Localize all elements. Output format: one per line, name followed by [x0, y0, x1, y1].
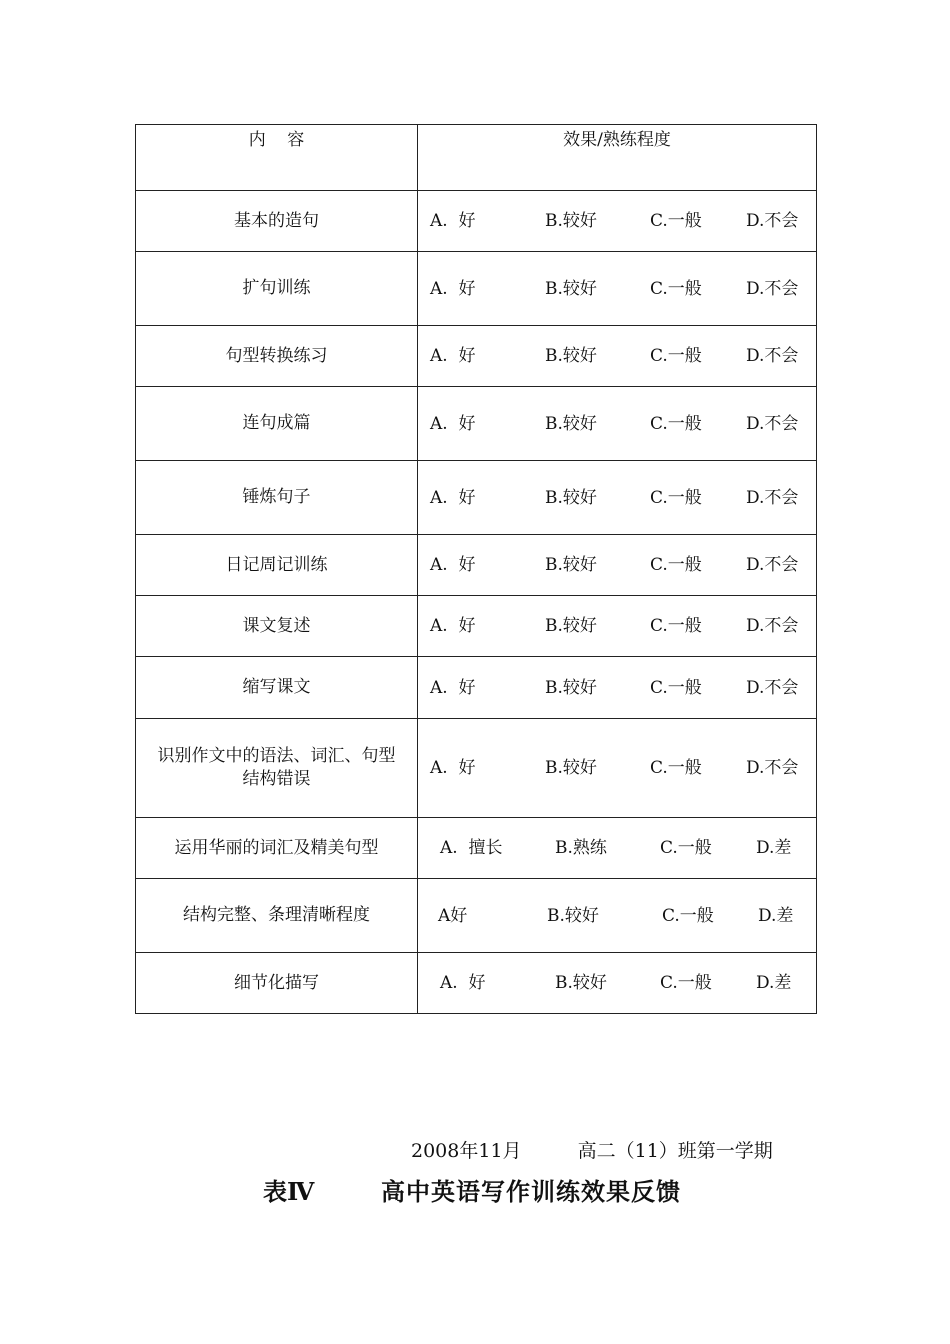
training-item-label: 锤炼句子 [242, 487, 311, 507]
feedback-table [135, 124, 817, 1014]
rating-option: D.差 [758, 905, 794, 926]
training-item-cell [136, 879, 418, 953]
table-row [136, 535, 817, 596]
rating-options-cell [418, 818, 817, 879]
training-item-cell [136, 252, 418, 326]
training-item-label: 缩写课文 [242, 677, 311, 697]
table-row [136, 953, 817, 1014]
rating-options-cell [418, 387, 817, 461]
rating-option: D.不会 [746, 555, 799, 575]
training-item-label: 日记周记训练 [225, 554, 328, 575]
training-item-label: 连句成篇 [242, 413, 311, 433]
table-row [136, 461, 817, 535]
table-row [136, 191, 817, 252]
rating-option: A. 好 [430, 677, 476, 698]
rating-option: C.一般 [660, 973, 712, 993]
training-item-cell [136, 387, 418, 461]
rating-option: B.较好 [545, 487, 597, 508]
rating-option: A. 好 [430, 555, 476, 575]
training-item-label: 结构完整、条理清晰程度 [183, 905, 370, 925]
rating-option: A. 好 [430, 346, 476, 366]
training-item-label: 句型转换练习 [225, 345, 328, 366]
rating-options-cell [418, 596, 817, 657]
rating-option: A. 擅长 [440, 838, 503, 858]
rating-option: D.不会 [746, 346, 799, 366]
rating-option: B.较好 [545, 677, 597, 698]
rating-option: A. 好 [430, 616, 476, 636]
rating-options-cell [418, 191, 817, 252]
rating-option: C.一般 [650, 487, 702, 508]
rating-option: C.一般 [660, 838, 712, 858]
training-item-cell [136, 326, 418, 387]
rating-option: B.熟练 [555, 838, 607, 858]
rating-option: C.一般 [650, 616, 702, 636]
rating-option: B.较好 [545, 278, 597, 299]
rating-option: A. 好 [430, 278, 476, 299]
table-row [136, 596, 817, 657]
rating-option: B.较好 [545, 616, 597, 636]
header-content-label: 内 容 [248, 130, 305, 150]
table-row [136, 252, 817, 326]
rating-option: A. 好 [430, 758, 476, 778]
rating-option: D.不会 [746, 413, 799, 434]
training-item-cell [136, 461, 418, 535]
rating-options-cell [418, 953, 817, 1014]
rating-option: C.一般 [650, 278, 702, 299]
training-item-cell [136, 657, 418, 719]
rating-option: C.一般 [650, 346, 702, 366]
header-effect-cell [418, 125, 817, 191]
training-item-cell [136, 191, 418, 252]
date-class-line [411, 1136, 773, 1163]
rating-options-cell [418, 657, 817, 719]
rating-option: D.不会 [746, 487, 799, 508]
training-item-cell [136, 535, 418, 596]
training-item-cell [136, 818, 418, 879]
training-item-label: 识别作文中的语法、词汇、句型 [157, 746, 396, 766]
rating-option: B.较好 [547, 905, 599, 926]
training-item-cell [136, 596, 418, 657]
class-term-text: 高二（11）班第一学期 [577, 1140, 773, 1162]
table-row [136, 818, 817, 879]
rating-option: C.一般 [662, 905, 714, 926]
rating-option: B.较好 [545, 346, 597, 366]
rating-options-cell [418, 879, 817, 953]
rating-options-cell [418, 535, 817, 596]
rating-option: D.不会 [746, 616, 799, 636]
header-effect-label: 效果/熟练程度 [563, 130, 671, 150]
rating-option: C.一般 [650, 677, 702, 698]
rating-options-cell [418, 252, 817, 326]
rating-option: C.一般 [650, 555, 702, 575]
rating-option: C.一般 [650, 211, 702, 231]
training-item-cell [136, 719, 418, 818]
rating-option: B.较好 [545, 211, 597, 231]
rating-option: D.不会 [746, 211, 799, 231]
training-item-label: 基本的造句 [234, 210, 319, 231]
table-number-label: 表Ⅳ [263, 1177, 315, 1206]
rating-option: B.较好 [545, 555, 597, 575]
rating-option: D.差 [756, 838, 792, 858]
training-item-label: 课文复述 [242, 615, 311, 636]
table-row [136, 719, 817, 818]
rating-options-cell [418, 461, 817, 535]
rating-option: C.一般 [650, 758, 702, 778]
rating-option: C.一般 [650, 413, 702, 434]
rating-option: B.较好 [545, 758, 597, 778]
table-row [136, 326, 817, 387]
rating-option: B.较好 [555, 973, 607, 993]
training-item-label: 扩句训练 [242, 278, 311, 298]
training-item-label: 结构错误 [242, 769, 311, 789]
training-item-label: 细节化描写 [234, 972, 319, 993]
training-item-label: 运用华丽的词汇及精美句型 [174, 837, 379, 858]
training-item-cell [136, 953, 418, 1014]
table-row [136, 879, 817, 953]
table-header-row [136, 125, 817, 191]
rating-option: B.较好 [545, 413, 597, 434]
rating-option: A. 好 [430, 211, 476, 231]
header-content-cell [136, 125, 418, 191]
rating-option: D.差 [756, 973, 792, 993]
rating-option: A. 好 [430, 487, 476, 508]
rating-options-cell [418, 326, 817, 387]
date-text: 2008年11月 [411, 1140, 522, 1162]
table-title: 高中英语写作训练效果反馈 [381, 1177, 681, 1206]
table-row [136, 657, 817, 719]
table-body [136, 191, 817, 1014]
rating-option: D.不会 [746, 677, 799, 698]
rating-options-cell [418, 719, 817, 818]
rating-option: A. 好 [430, 413, 476, 434]
rating-option: D.不会 [746, 758, 799, 778]
rating-option: A好 [438, 905, 468, 926]
rating-option: D.不会 [746, 278, 799, 299]
table-row [136, 387, 817, 461]
rating-option: A. 好 [440, 973, 486, 993]
